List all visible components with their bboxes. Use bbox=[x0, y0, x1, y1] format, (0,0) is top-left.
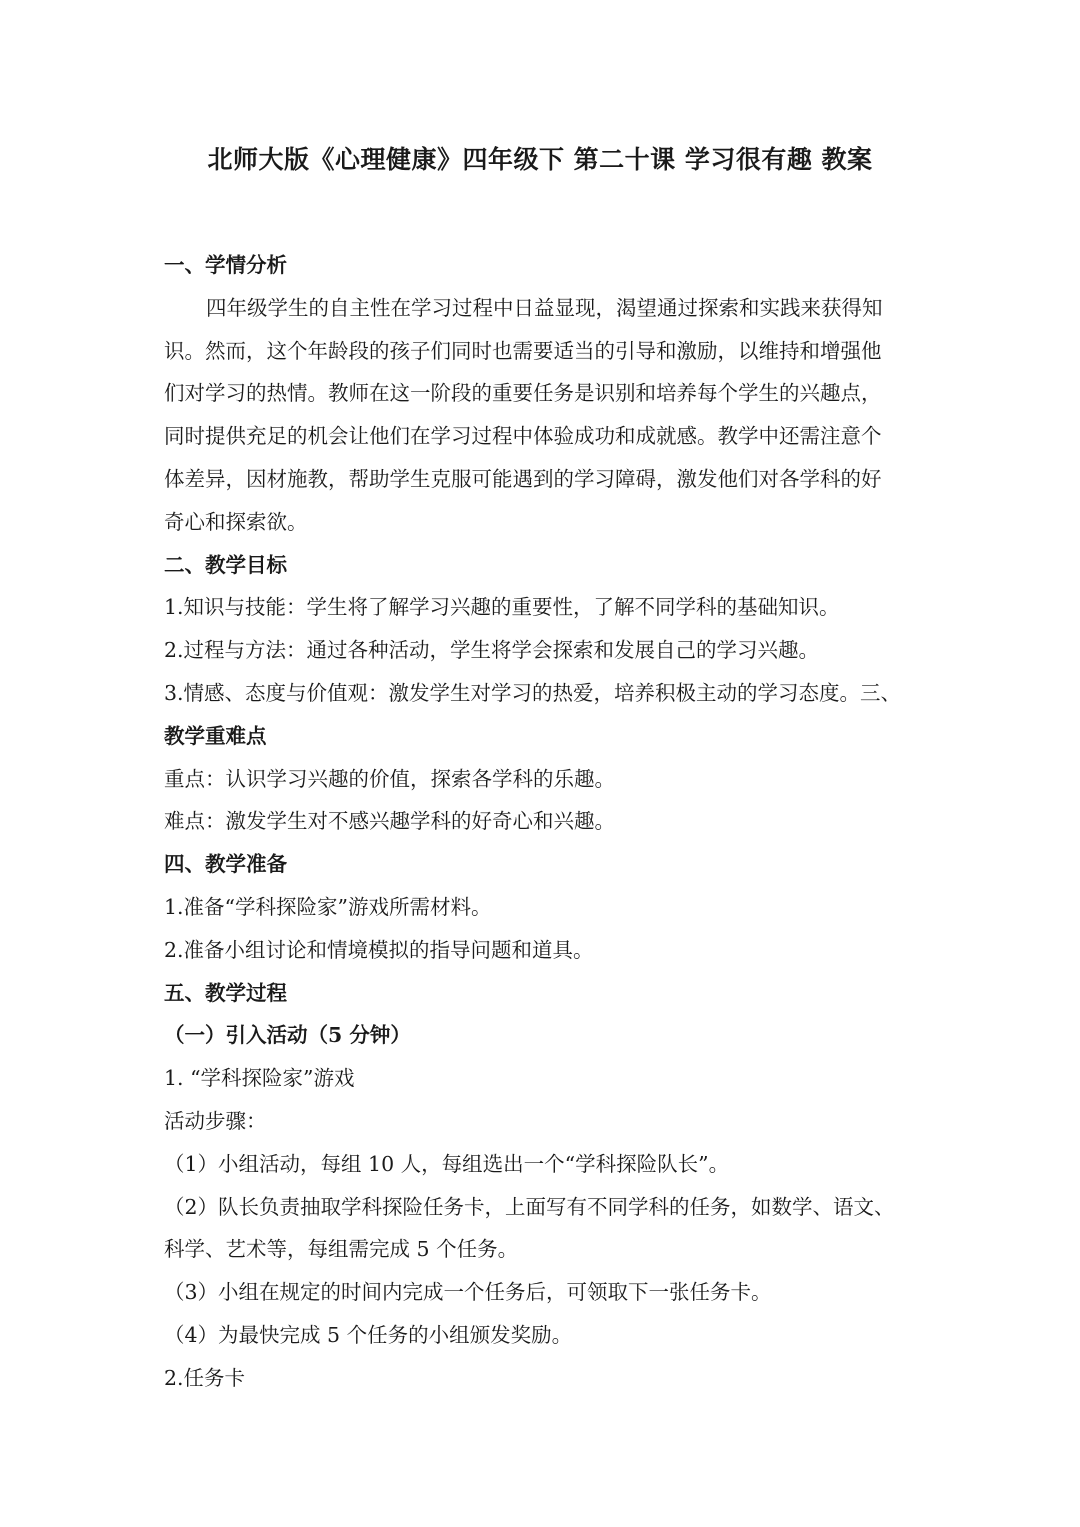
section-heading-objectives: 二、教学目标 bbox=[164, 552, 287, 577]
step-item: （4）为最快完成 5 个任务的小组颁发奖励。 bbox=[164, 1322, 573, 1347]
objective-item: 1.知识与技能：学生将了解学习兴趣的重要性，了解不同学科的基础知识。 bbox=[164, 595, 840, 620]
subsection-heading-intro: （一）引入活动（5 分钟） bbox=[164, 1023, 411, 1048]
paragraph-line: 同时提供充足的机会让他们在学习过程中体验成功和成就感。教学中还需注意个 bbox=[164, 424, 882, 449]
paragraph-line: 四年级学生的自主性在学习过程中日益显现，渴望通过探索和实践来获得知 bbox=[206, 295, 883, 320]
document-body bbox=[164, 244, 924, 1400]
key-point-item: 难点：激发学生对不感兴趣学科的好奇心和兴趣。 bbox=[164, 809, 615, 834]
game-title: 1. “学科探险家”游戏 bbox=[164, 1066, 355, 1091]
step-item: 科学、艺术等，每组需完成 5 个任务。 bbox=[164, 1237, 519, 1262]
paragraph-line: 们对学习的热情。教师在这一阶段的重要任务是识别和培养每个学生的兴趣点， bbox=[164, 381, 882, 406]
preparation-item: 2.准备小组讨论和情境模拟的指导问题和道具。 bbox=[164, 937, 594, 962]
step-item: （2）队长负责抽取学科探险任务卡，上面写有不同学科的任务，如数学、语文、 bbox=[164, 1194, 895, 1219]
section-heading-analysis: 一、学情分析 bbox=[164, 253, 287, 277]
preparation-item: 1.准备“学科探险家”游戏所需材料。 bbox=[164, 894, 492, 919]
section-heading-preparation: 四、教学准备 bbox=[164, 852, 287, 877]
paragraph-line: 识。然而，这个年龄段的孩子们同时也需要适当的引导和激励，以维持和增强他 bbox=[164, 338, 882, 363]
objective-item: 3.情感、态度与价值观：激发学生对学习的热爱，培养积极主动的学习态度。三、 bbox=[164, 680, 902, 705]
step-item: （3）小组在规定的时间内完成一个任务后，可领取下一张任务卡。 bbox=[164, 1280, 772, 1305]
paragraph-line: 体差异，因材施教，帮助学生克服可能遇到的学习障碍，激发他们对各学科的好 bbox=[164, 466, 882, 491]
section-heading-key-points: 教学重难点 bbox=[164, 723, 267, 748]
objective-item: 2.过程与方法：通过各种活动，学生将学会探索和发展自己的学习兴趣。 bbox=[164, 638, 820, 663]
section-heading-process: 五、教学过程 bbox=[164, 980, 287, 1005]
step-item: （1）小组活动，每组 10 人，每组选出一个“学科探险队长”。 bbox=[164, 1151, 730, 1176]
document-title: 北师大版《心理健康》四年级下 第二十课 学习很有趣 教案 bbox=[207, 145, 873, 174]
steps-label: 活动步骤： bbox=[164, 1108, 267, 1133]
paragraph-line: 奇心和探索欲。 bbox=[164, 509, 308, 534]
task-card-heading: 2.任务卡 bbox=[164, 1365, 246, 1390]
key-point-item: 重点：认识学习兴趣的价值，探索各学科的乐趣。 bbox=[164, 766, 615, 791]
